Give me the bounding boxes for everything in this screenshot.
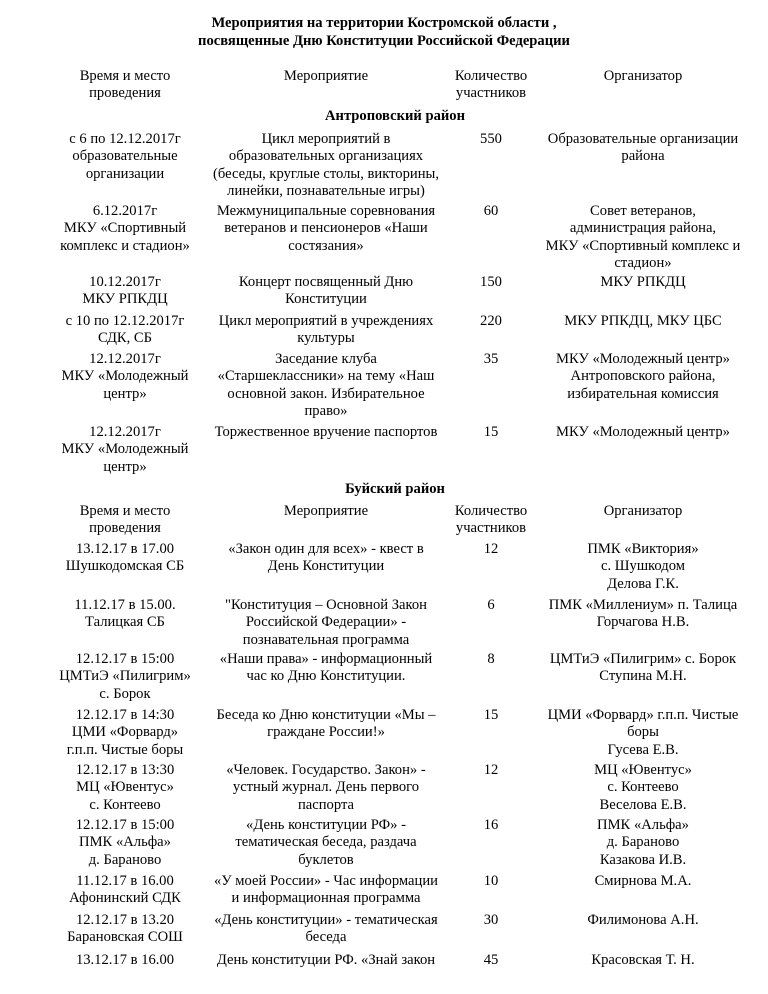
table-row-event: «Закон один для всех» - квест в День Конституции	[228, 541, 424, 575]
table-row-organizer: МКУ РПКДЦ, МКУ ЦБС	[564, 313, 722, 329]
table-row-organizer: ЦМТиЭ «Пилигрим» с. Борок Ступина М.Н.	[549, 651, 737, 685]
table-row-organizer: ПМК «Виктория» с. Шушкодом Делова Г.К.	[587, 541, 699, 592]
table-row-event: Концерт посвященный Дню Конституции	[238, 274, 414, 308]
header-time-place: Время и место проведения	[79, 503, 171, 537]
table-row-time: 12.12.2017г МКУ «Молодежный центр»	[61, 351, 189, 402]
table-row-count: 45	[483, 952, 499, 968]
table-row-time: 12.12.2017г МКУ «Молодежный центр»	[61, 424, 189, 475]
section-title-buysky: Буйский район	[345, 481, 445, 497]
table-row-time: 11.12.17 в 16.00 Афонинский СДК	[69, 873, 181, 907]
table-row-event: "Конституция – Основной Закон Российской Федерации» - познавательная программа	[225, 597, 427, 648]
table-row-organizer: Смирнова М.А.	[594, 873, 692, 889]
table-row-event: «День конституции РФ» - тематическая беседа, раздача буклетов	[235, 817, 417, 868]
table-row-time: 12.12.17 в 15:00 ПМК «Альфа» д. Бараново	[75, 817, 175, 868]
table-row-organizer: МКУ РПКДЦ	[600, 274, 686, 290]
table-row-count: 30	[483, 912, 499, 928]
table-row-time: 12.12.17 в 13.20 Барановская СОШ	[67, 912, 183, 946]
table-row-organizer: МКУ «Молодежный центр»	[556, 424, 730, 440]
table-row-count: 12	[483, 541, 499, 557]
table-row-time: 11.12.17 в 15.00. Талицкая СБ	[74, 597, 176, 631]
header-time-place: Время и место проведения	[79, 68, 171, 102]
table-row-count: 16	[483, 817, 499, 833]
table-row-organizer: ПМК «Альфа» д. Бараново Казакова И.В.	[597, 817, 689, 868]
table-row-time: 12.12.17 в 15:00 ЦМТиЭ «Пилигрим» с. Борок	[59, 651, 191, 702]
header-event: Мероприятие	[283, 503, 369, 519]
table-row-event: «Человек. Государство. Закон» - устный журнал. День первого паспорта	[226, 762, 426, 813]
section-title-antropovsky: Антроповский район	[325, 108, 465, 124]
table-row-event: Беседа ко Дню конституции «Мы – граждане России!»	[216, 707, 436, 741]
table-row-organizer: МКУ «Молодежный центр» Антроповского района, избирательная комиссия	[556, 351, 730, 402]
table-row-event: Торжественное вручение паспортов	[214, 424, 438, 440]
table-row-organizer: ПМК «Миллениум» п. Талица Горчагова Н.В.	[548, 597, 738, 631]
table-row-organizer: Красовская Т. Н.	[591, 952, 695, 968]
table-row-count: 8	[487, 651, 495, 667]
table-row-count: 12	[483, 762, 499, 778]
title-line-1: Мероприятия на территории Костромской области ,	[211, 15, 557, 31]
table-row-event: Цикл мероприятий в образовательных организациях (беседы, круглые столы, викторины, линейки, познавательные игры)	[213, 131, 439, 200]
document-title	[0, 14, 768, 50]
table-row-time: 13.12.17 в 17.00 Шушкодомская СБ	[65, 541, 185, 575]
table-row-organizer: ЦМИ «Форвард» г.п.п. Чистые боры Гусева Е.В.	[547, 707, 739, 758]
table-row-count: 60	[483, 203, 499, 219]
table-row-count: 10	[483, 873, 499, 889]
table-row-event: «Наши права» - информационный час ко Дню Конституции.	[219, 651, 433, 685]
table-row-time: 12.12.17 в 14:30 ЦМИ «Форвард» г.п.п. Чистые боры	[66, 707, 184, 758]
table-row-organizer: МЦ «Ювентус» с. Контеево Веселова Е.В.	[594, 762, 692, 813]
table-row-event: Цикл мероприятий в учреждениях культуры	[218, 313, 434, 347]
header-participants: Количество участников	[454, 68, 528, 102]
table-row-time: 12.12.17 в 13:30 МЦ «Ювентус» с. Контеево	[75, 762, 175, 813]
table-row-event: «У моей России» - Час информации и информационная программа	[214, 873, 438, 907]
table-row-count: 15	[483, 707, 499, 723]
table-row-event: День конституции РФ. «Знай закон	[216, 952, 436, 968]
table-row-count: 550	[480, 131, 502, 147]
header-organizer: Организатор	[603, 503, 683, 519]
header-event: Мероприятие	[283, 68, 369, 84]
table-row-organizer: Образовательные организации района	[547, 131, 739, 165]
table-row-time: с 6 по 12.12.2017г образовательные организации	[69, 131, 181, 182]
table-row-organizer: Филимонова А.Н.	[587, 912, 699, 928]
header-organizer: Организатор	[603, 68, 683, 84]
table-row-count: 6	[487, 597, 495, 613]
table-row-time: 10.12.2017г МКУ РПКДЦ	[82, 274, 168, 308]
table-row-count: 220	[480, 313, 502, 329]
header-participants: Количество участников	[454, 503, 528, 537]
table-row-time: 6.12.2017г МКУ «Спортивный комплекс и стадион»	[60, 203, 190, 254]
table-row-count: 35	[483, 351, 499, 367]
table-row-count: 150	[480, 274, 502, 290]
table-row-count: 15	[483, 424, 499, 440]
title-line-2: посвященные Дню Конституции Российской Федерации	[198, 33, 570, 49]
table-row-time: 13.12.17 в 16.00	[75, 952, 175, 968]
table-row-organizer: Совет ветеранов, администрация района, МКУ «Спортивный комплекс и стадион»	[545, 203, 741, 272]
table-row-event: Заседание клуба «Старшеклассники» на тему «Наш основной закон. Избирательное право»	[217, 351, 435, 420]
table-row-event: «День конституции» - тематическая беседа	[214, 912, 438, 946]
table-row-time: с 10 по 12.12.2017г СДК, СБ	[65, 313, 185, 347]
table-row-event: Межмуниципальные соревнования ветеранов и пенсионеров «Наши состязания»	[216, 203, 436, 254]
